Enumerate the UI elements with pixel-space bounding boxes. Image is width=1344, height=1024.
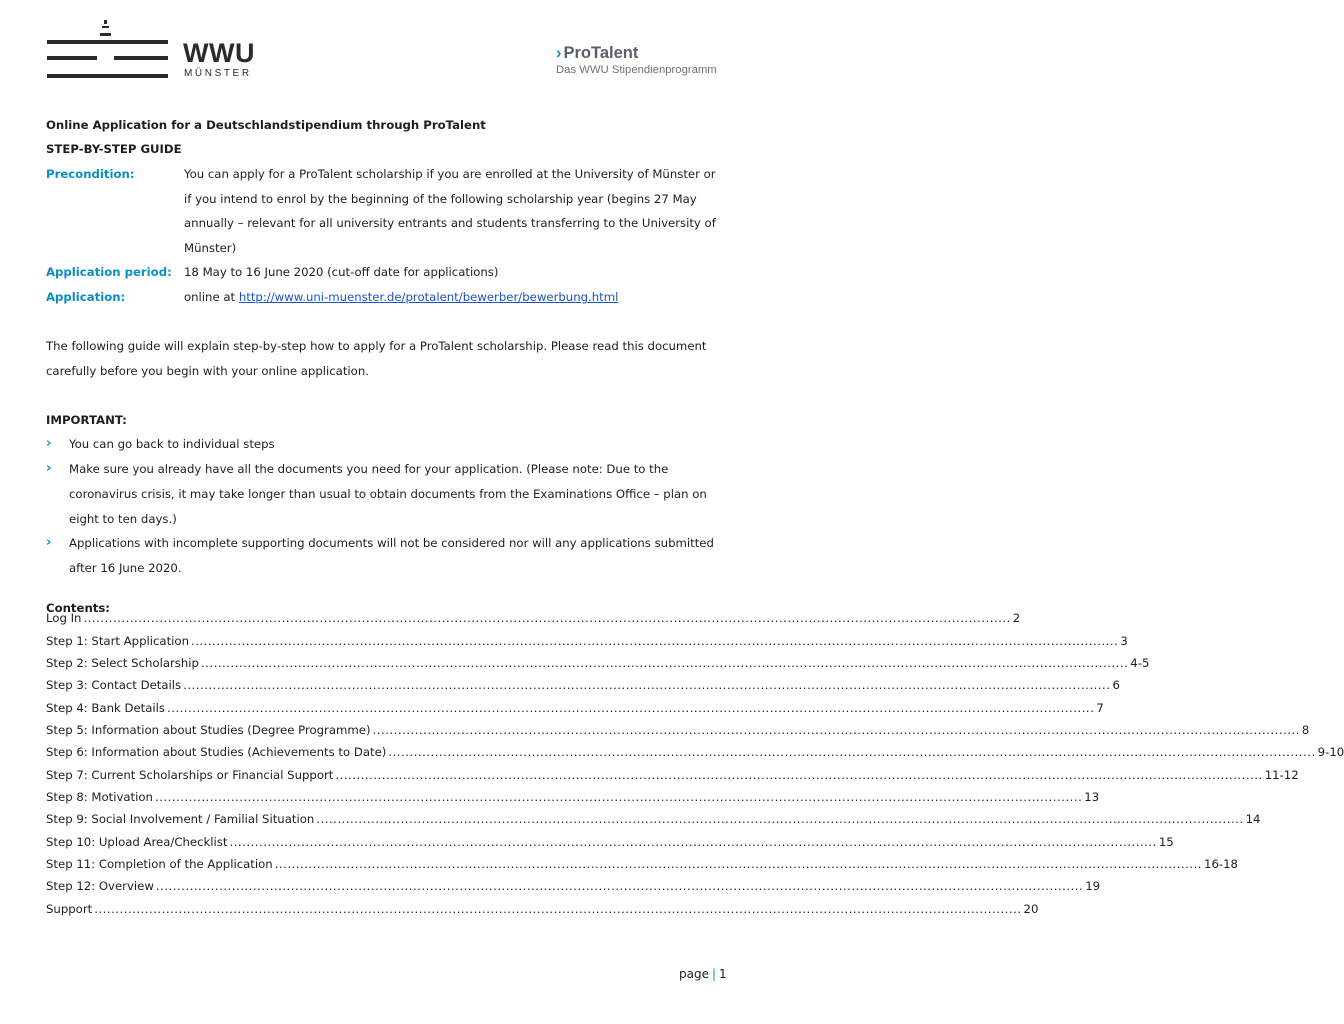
precondition-line: annually – relevant for all university entrants and students transferring to the University of <box>184 216 716 230</box>
toc-page: 4-5 <box>1130 656 1150 671</box>
page-footer <box>679 967 727 981</box>
application-prefix: online at <box>184 290 239 304</box>
bullet-line: Make sure you already have all the documents you need for your application. (Please note: Due to the <box>69 462 669 476</box>
document-subtitle: STEP-BY-STEP GUIDE <box>46 142 182 156</box>
toc-label: Step 4: Bank Details <box>46 700 166 715</box>
toc-label: Step 11: Completion of the Application <box>46 857 273 872</box>
toc-entry[interactable] <box>46 603 1021 626</box>
page-number: 1 <box>719 967 727 981</box>
toc-leader: ............................................................................................................................................................................................................................ <box>154 790 1083 805</box>
contents-heading: Contents: <box>46 601 110 615</box>
toc-label: Step 9: Social Involvement / Familial Situation <box>46 812 315 827</box>
application-label: Application: <box>46 290 126 304</box>
toc-label: Step 1: Start Application <box>46 633 189 648</box>
toc-label: Log In <box>46 611 82 626</box>
intro-line: The following guide will explain step-by-step how to apply for a ProTalent scholarship. Please read this document <box>46 339 707 353</box>
toc-label: Step 7: Current Scholarships or Financial Support <box>46 767 334 782</box>
toc-page: 2 <box>1012 611 1021 626</box>
toc-entry[interactable] <box>46 893 1039 916</box>
toc-entry[interactable] <box>46 826 1174 849</box>
chevron-right-icon: › <box>556 44 562 62</box>
table-of-contents <box>46 603 1344 916</box>
bullet-chevron-icon: › <box>46 461 52 476</box>
precondition-label: Precondition: <box>46 167 135 181</box>
toc-page: 20 <box>1023 901 1039 916</box>
bullet-line: eight to ten days.) <box>69 512 177 526</box>
toc-page: 14 <box>1245 812 1261 827</box>
page-separator: | <box>711 967 717 981</box>
toc-leader: ............................................................................................................................................................................................................................ <box>83 611 1011 626</box>
wwu-logo[interactable] <box>47 20 257 82</box>
toc-leader: ............................................................................................................................................................................................................................ <box>155 879 1084 894</box>
toc-label: Support <box>46 901 93 916</box>
toc-entry[interactable] <box>46 871 1101 894</box>
toc-page: 7 <box>1096 700 1104 715</box>
precondition-line: You can apply for a ProTalent scholarship if you are enrolled at the University of Münster or <box>184 167 716 181</box>
toc-leader: ............................................................................................................................................................................................................................ <box>388 745 1316 760</box>
toc-page: 9-10 <box>1317 745 1344 760</box>
toc-entry[interactable] <box>46 782 1100 805</box>
bullet-line: Applications with incomplete supporting documents will not be considered nor will any applications submitted <box>69 536 714 550</box>
toc-entry[interactable] <box>46 737 1344 760</box>
toc-leader: ............................................................................................................................................................................................................................ <box>335 767 1263 782</box>
precondition-line: if you intend to enrol by the beginning of the following scholarship year (begins 27 May <box>184 192 697 206</box>
logo-wordmark: WWU <box>183 38 255 68</box>
toc-label: Step 2: Select Scholarship <box>46 656 199 671</box>
toc-entry[interactable] <box>46 692 1104 715</box>
wwu-logo-mark-icon <box>47 20 177 82</box>
toc-leader: ............................................................................................................................................................................................................................ <box>316 812 1244 827</box>
bullet-chevron-icon: › <box>46 436 52 451</box>
toc-page: 8 <box>1301 723 1310 738</box>
application-period-label: Application period: <box>46 265 172 279</box>
toc-entry[interactable] <box>46 804 1261 827</box>
toc-leader: ............................................................................................................................................................................................................................ <box>200 656 1129 671</box>
toc-entry[interactable] <box>46 849 1238 872</box>
bullet-line: coronavirus crisis, it may take longer than usual to obtain documents from the Examinations Office – plan on <box>69 487 707 501</box>
toc-label: Step 5: Information about Studies (Degree Programme) <box>46 723 371 738</box>
toc-page: 11-12 <box>1264 767 1299 782</box>
bullet-line: You can go back to individual steps <box>69 437 275 451</box>
protalent-subtitle: Das WWU Stipendienprogramm <box>556 64 717 76</box>
bullet-line: after 16 June 2020. <box>69 561 182 575</box>
toc-entry[interactable] <box>46 648 1150 671</box>
toc-page: 3 <box>1120 633 1128 648</box>
precondition-line: Münster) <box>184 241 237 255</box>
toc-page: 15 <box>1158 834 1174 849</box>
protalent-title <box>556 44 740 62</box>
toc-entry[interactable] <box>46 759 1299 782</box>
toc-leader: ............................................................................................................................................................................................................................ <box>94 901 1022 916</box>
toc-leader: ............................................................................................................................................................................................................................ <box>167 700 1095 715</box>
toc-page: 13 <box>1084 790 1100 805</box>
toc-page: 16-18 <box>1204 857 1238 872</box>
toc-label: Step 10: Upload Area/Checklist <box>46 834 228 849</box>
toc-label: Step 3: Contact Details <box>46 678 182 693</box>
toc-entry[interactable] <box>46 715 1310 738</box>
toc-page: 6 <box>1112 678 1120 693</box>
toc-leader: ............................................................................................................................................................................................................................ <box>183 678 1111 693</box>
toc-leader: ............................................................................................................................................................................................................................ <box>190 633 1119 648</box>
document-title: Online Application for a Deutschlandstipendium through ProTalent <box>46 118 486 132</box>
toc-label: Step 6: Information about Studies (Achievements to Date) <box>46 745 387 760</box>
protalent-name: ProTalent <box>563 44 639 62</box>
toc-entry[interactable] <box>46 625 1128 648</box>
toc-label: Step 12: Overview <box>46 879 154 894</box>
toc-leader: ............................................................................................................................................................................................................................ <box>274 857 1203 872</box>
page-label: page <box>679 967 709 981</box>
important-heading: IMPORTANT: <box>46 413 127 427</box>
intro-line: carefully before you begin with your online application. <box>46 364 369 378</box>
application-link[interactable]: http://www.uni-muenster.de/protalent/bewerber/bewerbung.html <box>238 290 619 304</box>
application-value <box>184 290 618 304</box>
toc-leader: ............................................................................................................................................................................................................................ <box>229 834 1157 849</box>
bullet-chevron-icon: › <box>46 535 52 550</box>
application-period-value: 18 May to 16 June 2020 (cut-off date for applications) <box>184 265 499 279</box>
toc-page: 19 <box>1085 879 1101 894</box>
logo-city: MÜNSTER <box>184 68 252 79</box>
toc-label: Step 8: Motivation <box>46 790 153 805</box>
toc-leader: ............................................................................................................................................................................................................................ <box>372 723 1300 738</box>
protalent-logo[interactable] <box>556 44 740 77</box>
toc-entry[interactable] <box>46 670 1120 693</box>
